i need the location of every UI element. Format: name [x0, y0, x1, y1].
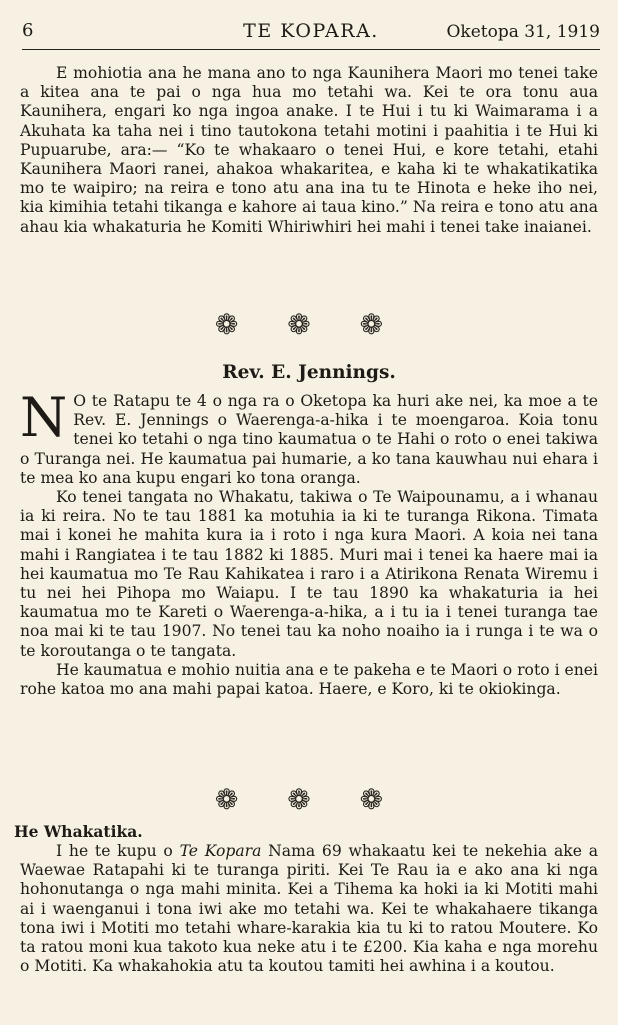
flower-ornament-icon: ❁ ❁ ❁: [214, 308, 404, 341]
whakatika-paragraph: [20, 842, 598, 976]
issue-date: Oketopa 31, 1919: [446, 22, 600, 42]
masthead-title: TE KOPARA.: [243, 20, 379, 42]
jennings-paragraph-1: [20, 386, 598, 488]
header-rule: [22, 49, 600, 50]
page-number: 6: [22, 20, 34, 41]
whakatika-text-rest: Nama 69 whakaatu kei te nekehia ake a Waewae Ratapahi ki te turanga piriti. Kei Te Rau ia e ako ana ki nga hohonutanga o nga mahi minita. Kei a Tihema ka hoki ia ki Motiti mahi ai i waenganui i tona iwi ake mo tetahi wa. Kei te whakahaere tikanga tona iwi i Motiti mo tetahi whare-karakia kia tu ki to ratou Moutere. Ko ta ratou moni kua takoto kua neke atu i te £200. Kia kaha e nga morehu o Motiti. Ka whakahokia atu ta koutou tamiti hei awhina i a koutou.: [20, 842, 598, 976]
jennings-section: [20, 386, 598, 699]
jennings-heading: Rev. E. Jennings.: [222, 362, 396, 383]
publication-title: Te Kopara: [179, 842, 262, 860]
whakatika-text-start: I he te kupu o: [56, 842, 180, 860]
jennings-paragraph-2: Ko tenei tangata no Whakatu, takiwa o Te Waipounamu, a i whanau ia ki reira. No te tau 1881 ka motuhia ia ki te turanga Rikona. Timata mai i konei he mahita kura ia i roto i nga kura Maori. A koia nei tana mahi i Rangiatea i te tau 1882 ki 1885. Muri mai i tenei ka haere mai ia hei kaumatua mo Te Rau Kahikatea i raro i a Atirikona Renata Wiremu i tu nei hei Pihopa mo Waiapu. I te tau 1890 ka whakaturia ia hei kaumatua mo te Kareti o Waerenga-a-hika, a i tu ia i tenei turanga tae noa mai ki te tau 1907. No tenei tau ka noho noaiho ia i runga i te wa o te koroutanga o te tangata.: [20, 488, 598, 660]
section-divider-2: [0, 785, 618, 815]
jennings-paragraph-3: He kaumatua e mohio nuitia ana e te pakeha e te Maori o roto i enei rohe katoa mo ana mahi papai katoa. Haere, e Koro, ki te okiokinga.: [20, 660, 598, 699]
flower-ornament-icon: ❁ ❁ ❁: [214, 783, 404, 816]
council-section: [20, 64, 598, 237]
jennings-paragraph-1-text: O te Ratapu te 4 o nga ra o Oketopa ka huri ake nei, ka moe a te Rev. E. Jennings o Waerenga-a-hika i te moengaroa. Koia tonu tenei ko tetahi o nga tino kaumatua o te Hahi o roto o enei takiwa o Turanga nei. He kaumatua pai humarie, a ko tana kauwhau nui ehara i te mea ko ana kupu engari ko tona oranga.: [20, 392, 598, 487]
page-header: [22, 16, 600, 46]
drop-cap: N: [20, 386, 68, 449]
section-divider: [0, 310, 618, 340]
council-paragraph: E mohiotia ana he mana ano to nga Kaunihera Maori mo tenei take a kitea ana te pai o nga hua mo tetahi wa. Kei te ora tonu aua Kaunihera, engari ko nga ingoa anake. I te Hui i tu ki Waimarama i a Akuhata ka taha nei i tino tautokona tetahi motini i paahitia i te Hui ki Pupuarube, ara:— “Ko te whakaaro o tenei Hui, e kore tetahi, etahi Kaunihera Maori ranei, ahakoa whakaritea, e kaha ki te whakatikatika mo te waipiro; na reira e tono atu ana ina tu te Hinota e heke iho nei, kia kimihia tetahi tikanga e kahore ai taua kino.” Na reira e tono atu ana ahau kia whakaturia he Komiti Whiriwhiri hei mahi i tenei take inaianei.: [20, 64, 598, 236]
whakatika-section: [20, 842, 598, 976]
whakatika-heading: He Whakatika.: [14, 822, 143, 841]
